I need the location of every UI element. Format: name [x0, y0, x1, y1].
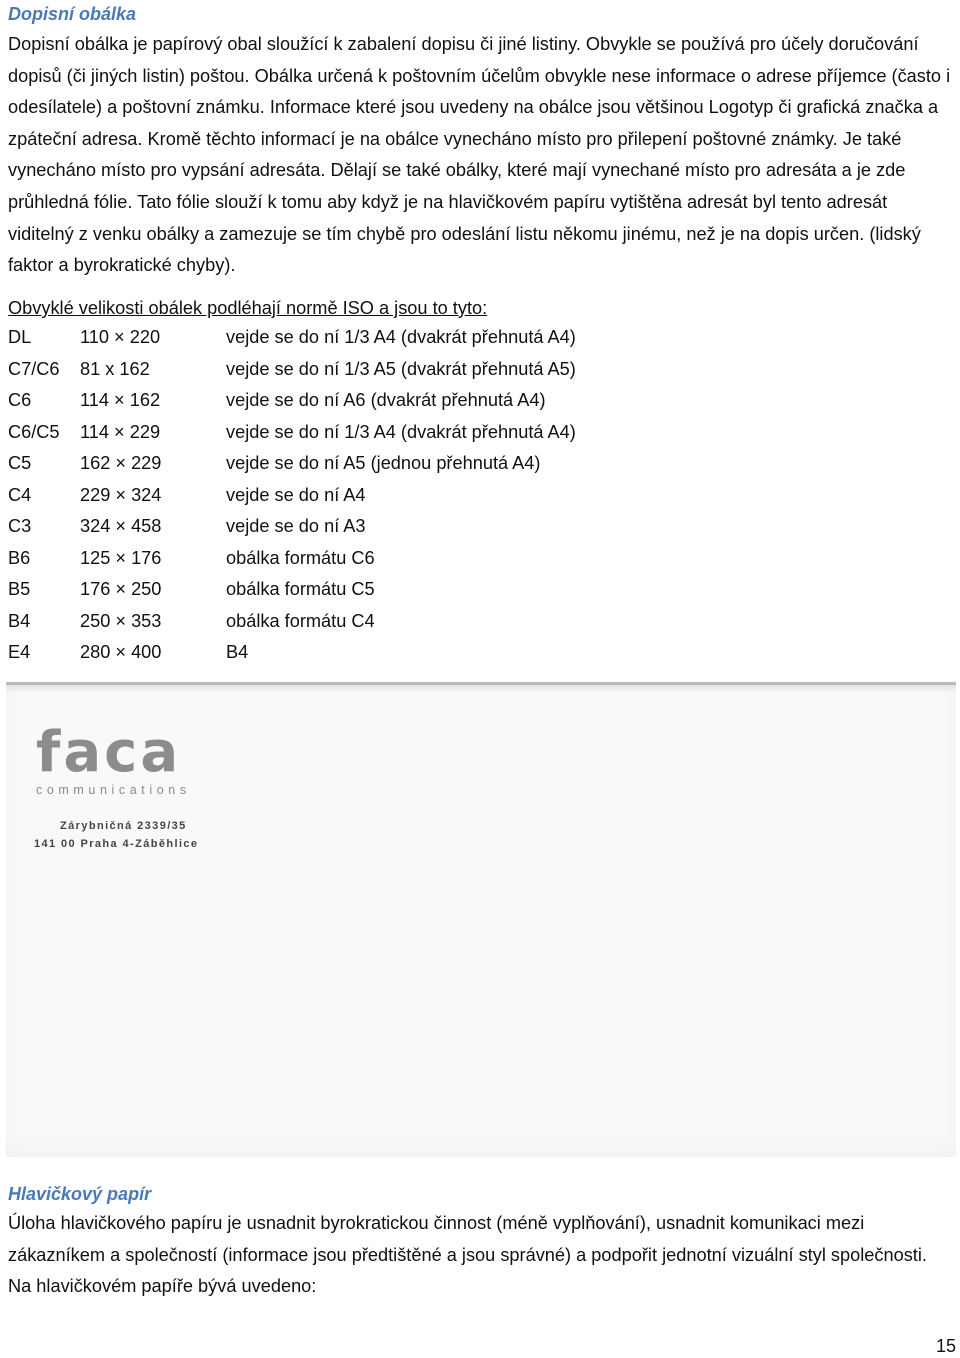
- size-row-e4: [8, 637, 576, 669]
- envelope-description: [8, 29, 952, 282]
- size-row-b5: [8, 574, 576, 606]
- size-row-c5: [8, 448, 576, 480]
- size-note: vejde se do ní 1/3 A5 (dvakrát přehnutá A5): [226, 358, 576, 379]
- size-dimensions: 324 × 458: [80, 516, 162, 536]
- return-address-street: Zárybničná 2339/35: [60, 820, 187, 832]
- size-note: vejde se do ní A4: [226, 484, 366, 505]
- size-note: vejde se do ní A6 (dvakrát přehnutá A4): [226, 390, 546, 410]
- size-format: B6: [8, 547, 31, 568]
- envelope-sizes-table: [8, 322, 576, 669]
- envelope-photo: [6, 682, 956, 1157]
- size-dimensions: 114 × 162: [80, 390, 161, 410]
- envelope-description-part-a: Dopisní obálka je papírový obal sloužící k zabalení dopisu či jiné listiny. Obvykle se používá pro účely doručování dopisů (či jiných listin) poštou. Obálka určená k poštovním účelům obvykle nese informace o adrese příjemce (často i odesílatele) a poštovní známku. Informace které jsou uvedeny na obálce jsou většinou Logotyp či grafická značka a zpáteční adresa.: [8, 34, 951, 149]
- size-format: DL: [8, 327, 32, 347]
- page-number: 15: [935, 1336, 956, 1356]
- envelope-top-edge: [6, 685, 956, 693]
- size-dimensions: 125 × 176: [80, 547, 162, 568]
- size-format: C6/C5: [8, 421, 60, 442]
- size-row-c3: [8, 511, 576, 543]
- size-format: C3: [8, 516, 32, 536]
- size-dimensions: 280 × 400: [80, 642, 162, 662]
- size-format: C7/C6: [8, 358, 60, 379]
- size-dimensions: 229 × 324: [80, 484, 162, 505]
- size-row-c6-c5: [8, 417, 576, 449]
- size-note: vejde se do ní A3: [226, 516, 366, 536]
- section-heading-letterhead: Hlavičkový papír: [8, 1184, 152, 1204]
- size-dimensions: 250 × 353: [80, 610, 162, 631]
- size-format: B5: [8, 579, 31, 599]
- letterhead-description: Úloha hlavičkového papíru je usnadnit byrokratickou činnost (méně vyplňování), usnadnit komunikaci mezi zákazníkem a společností (informace jsou předtištěné a jsou správné) a podpořit jednotní vizuální styl společnosti. Na hlavičkovém papíře bývá uvedeno:: [8, 1213, 927, 1297]
- size-row-c4: [8, 480, 576, 512]
- size-note: vejde se do ní A5 (jednou přehnutá A4): [226, 453, 541, 473]
- size-dimensions: 81 x 162: [80, 358, 150, 379]
- size-note: vejde se do ní 1/3 A4 (dvakrát přehnutá A4): [226, 327, 576, 347]
- size-row-c6: [8, 385, 576, 417]
- size-row-c7-c6: [8, 354, 576, 386]
- company-logo-subtitle: communications: [36, 783, 191, 797]
- size-format: C4: [8, 484, 32, 505]
- sizes-title: Obvyklé velikosti obálek podléhají normě ISO a jsou to tyto:: [8, 298, 488, 318]
- size-note: obálka formátu C5: [226, 579, 375, 599]
- size-row-b4: [8, 606, 576, 638]
- size-dimensions: 110 × 220: [80, 327, 161, 347]
- size-note: obálka formátu C4: [226, 610, 375, 631]
- section-heading-envelope: Dopisní obálka: [8, 4, 137, 24]
- company-logo: faca: [36, 720, 182, 785]
- size-format: B4: [8, 610, 31, 631]
- return-address-city: 141 00 Praha 4-Záběhlice: [34, 838, 199, 850]
- size-dimensions: 162 × 229: [80, 453, 162, 473]
- envelope-description-part-b: Kromě těchto informací je na obálce vynecháno místo pro přilepení poštovné známky. Je také vynecháno místo pro vypsání adresáta. Dělají se také obálky, které mají vynechané místo pro adresáta a je zde průhledná fólie. Tato fólie slouží k tomu aby když je na hlavičkovém papíru vytištěna adresát byl tento adresát viditelný z venku obálky a zamezuje se tím chybě pro odeslání listu někomu jinému, než je na dopis určen. (lidský faktor a byrokratické chyby).: [8, 128, 921, 276]
- size-dimensions: 176 × 250: [80, 579, 162, 599]
- size-note: obálka formátu C6: [226, 547, 375, 568]
- size-format: E4: [8, 642, 31, 662]
- size-dimensions: 114 × 229: [80, 421, 161, 442]
- size-row-b6: [8, 543, 576, 575]
- size-format: C5: [8, 453, 32, 473]
- size-note: vejde se do ní 1/3 A4 (dvakrát přehnutá A4): [226, 421, 576, 442]
- size-format: C6: [8, 390, 32, 410]
- size-row-dl: [8, 322, 576, 354]
- size-note: B4: [226, 642, 249, 662]
